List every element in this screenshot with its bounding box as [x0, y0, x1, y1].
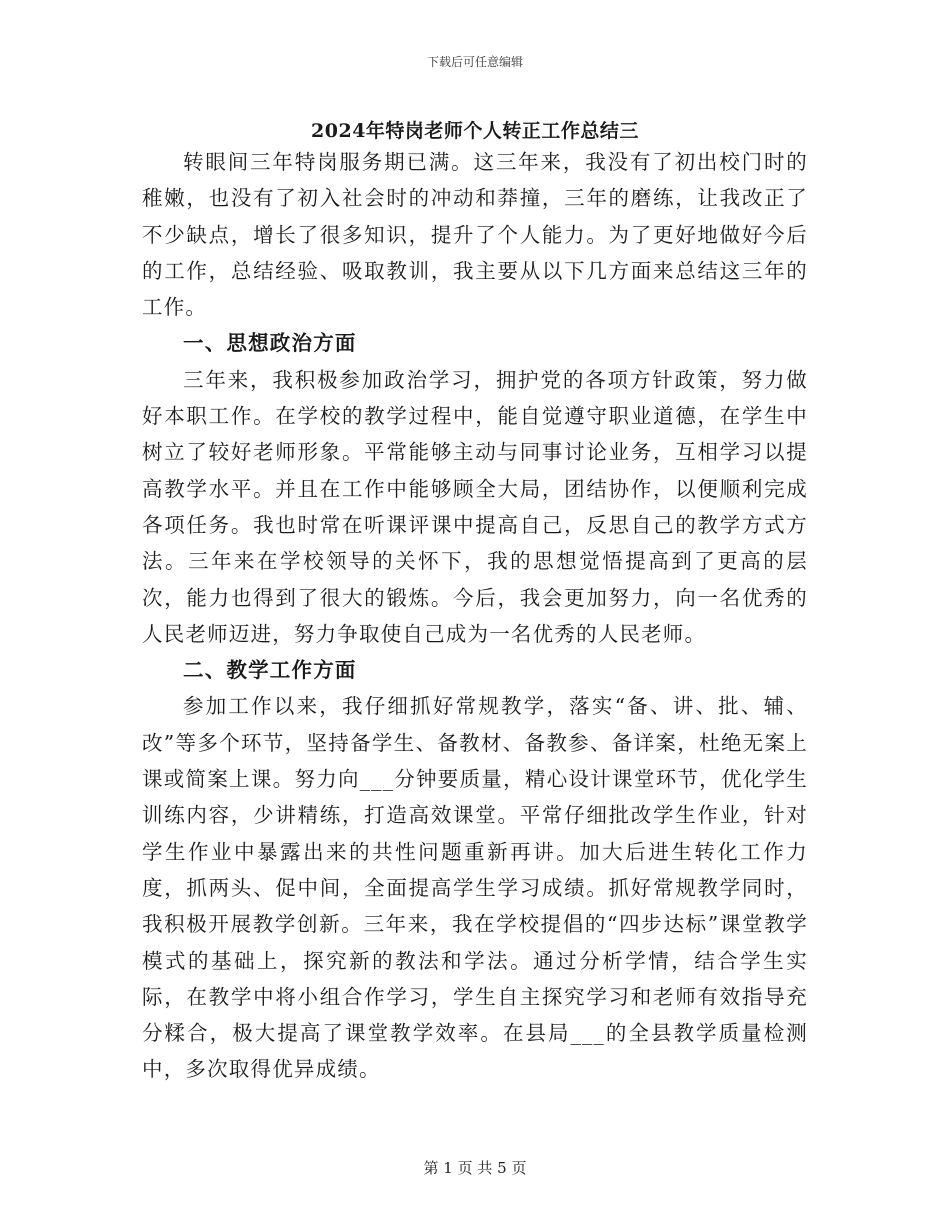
page-number-footer: 第 1 页 共 5 页 — [423, 1159, 527, 1177]
intro-paragraph: 转眼间三年特岗服务期已满。这三年来，我没有了初出校门时的稚嫩，也没有了初入社会时的冲动和莽撞，三年的磨练，让我改正了不少缺点，增长了很多知识，提升了个人能力。为了更好地做好今后的工作，总结经验、吸取教训，我主要从以下几方面来总结这三年的工作。 — [142, 150, 808, 320]
political-paragraph: 三年来，我积极参加政治学习，拥护党的各项方针政策，努力做好本职工作。在学校的教学过程中，能自觉遵守职业道德，在学生中树立了较好老师形象。平常能够主动与同事讨论业务，互相学习以提高教学水平。并且在工作中能够顾全大局，团结协作，以便顺利完成各项任务。我也时常在听课评课中提高自己，反思自己的教学方式方法。三年来在学校领导的关怀下，我的思想觉悟提高到了更高的层次，能力也得到了很大的锻炼。今后，我会更加努力，向一名优秀的人民老师迈进，努力争取使自己成为一名优秀的人民老师。 — [142, 367, 808, 646]
teaching-paragraph: 参加工作以来，我仔细抓好常规教学，落实“备、讲、批、辅、改”等多个环节，坚持备学生、备教材、备教参、备详案，杜绝无案上课或简案上课。努力向___分钟要质量，精心设计课堂环节，优化学生训练内容，少讲精练，打造高效课堂。平常仔细批改学生作业，针对学生作业中暴露出来的共性问题重新再讲。加大后进生转化工作力度，抓两头、促中间，全面提高学生学习成绩。抓好常规教学同时，我积极开展教学创新。三年来，我在学校提倡的“四步达标”课堂教学模式的基础上，探究新的教法和学法。通过分析学情，结合学生实际，在教学中将小组合作学习，学生自主探究学习和老师有效指导充分糅合，极大提高了课堂教学效率。在县局___的全县教学质量检测中，多次取得优异成绩。 — [142, 694, 808, 1082]
section-heading-political: 一、思想政治方面 — [183, 331, 357, 356]
page-header-note: 下载后可任意编辑 — [426, 55, 523, 69]
document-title: 2024年特岗老师个人转正工作总结三 — [311, 120, 639, 142]
section-heading-teaching: 二、教学工作方面 — [183, 658, 357, 683]
document-body — [142, 144, 808, 1088]
